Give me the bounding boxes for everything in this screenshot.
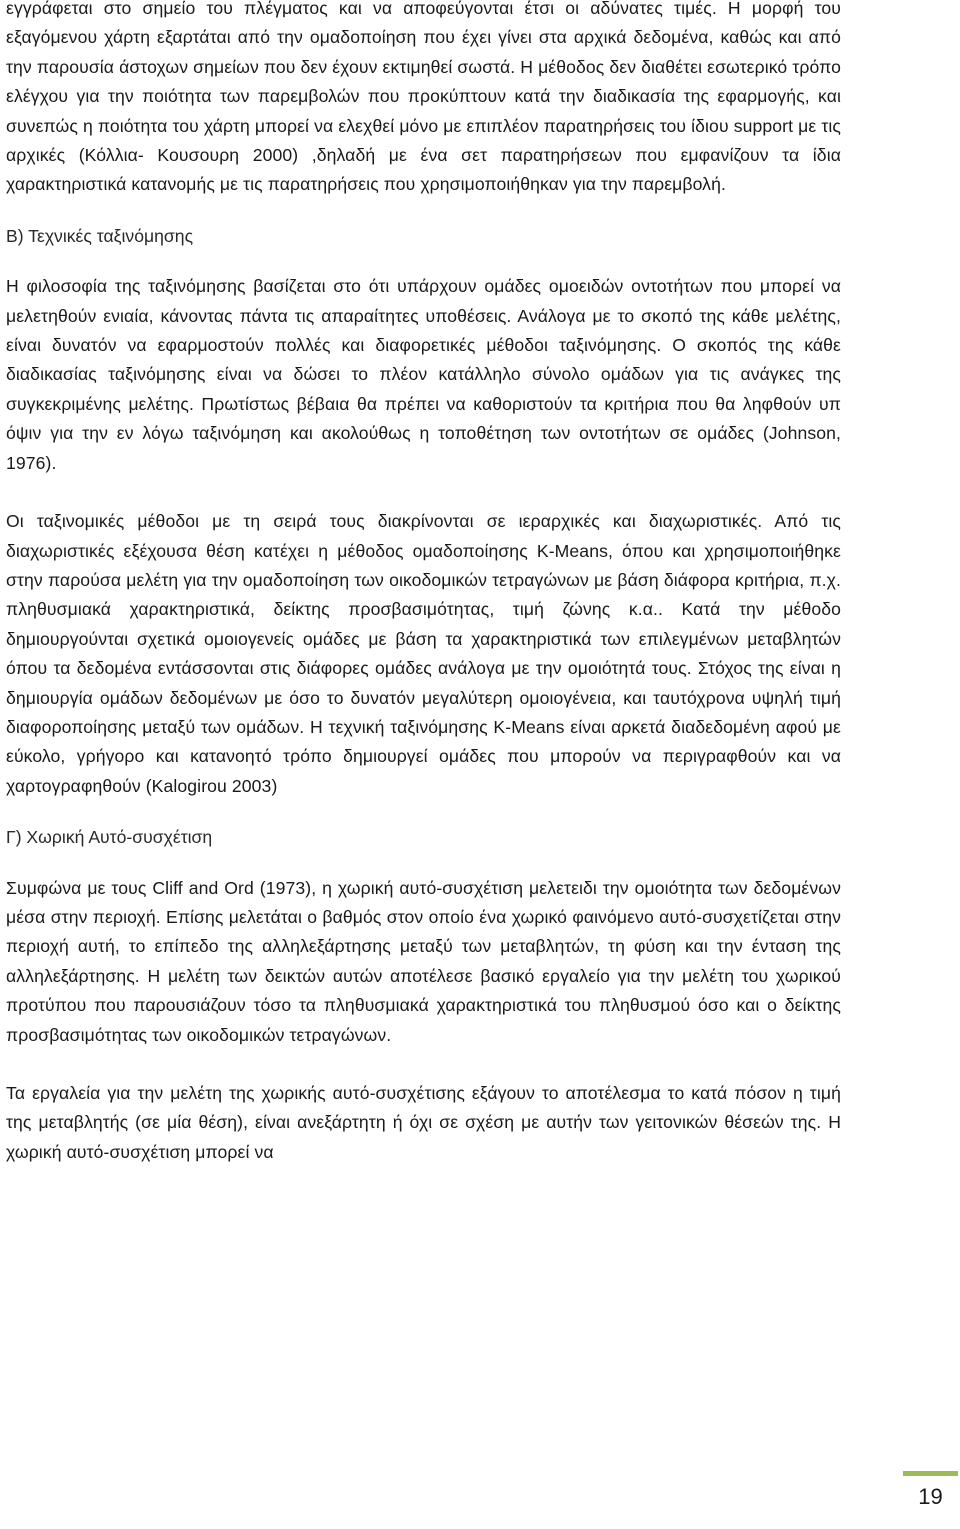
- page-number: 19: [918, 1484, 943, 1509]
- document-page: [6, 0, 841, 1167]
- paragraph-interpolation: εγγράφεται στο σημείο του πλέγματος και να αποφεύγονται έτσι οι αδύνατες τιμές. Η μορφή του εξαγόμενου χάρτη εξαρτάται από την ομαδοποίηση που έχει γίνει στα αρχικά δεδομένα, καθώς και από την παρουσία άστοχων σημείων που δεν έχουν εκτιμηθεί σωστά. Η μέθοδος δεν διαθέτει εσωτερικό τρόπο ελέγχου για την ποιότητα των παρεμβολών που προκύπτουν κατά την διαδικασία της εφαρμογής, και συνεπώς η ποιότητα του χάρτη μπορεί να ελεχθεί μόνο με επιπλέον παρατηρήσεις του ίδιου support με τις αρχικές (Κόλλια- Κουσουρη 2000) ,δηλαδή με ένα σετ παρατηρήσεων που εμφανίζουν τα ίδια χαρακτηριστικά κατανομής με τις παρατηρήσεις που χρησιμοποιήθηκαν για την παρεμβολή.: [6, 0, 841, 195]
- paragraph-kmeans: Οι ταξινομικές μέθοδοι με τη σειρά τους διακρίνονται σε ιεραρχικές και διαχωριστικές. Από τις διαχωριστικές εξέχουσα θέση κατέχει η μέθοδος ομαδοποίησης K-Means, όπου και χρησιμοποιήθηκε στην παρούσα μελέτη για την ομαδοποίηση των οικοδομικών τετραγώνων με βάση διάφορα κριτήρια, π.χ. πληθυσμιακά χαρακτηριστικά, δείκτης προσβασιμότητας, τιμή ζώνης κ.α.. Κατά την μέθοδο δημιουργούνται σχετικά ομοιογενείς ομάδες με βάση τα χαρακτηριστικά των επιλεγμένων μεταβλητών όπου τα δεδομένα εντάσσονται στις διάφορες ομάδες ανάλογα με την ομοιότητά τους. Στόχος της είναι η δημιουργία ομάδων δεδομένων με όσο το δυνατόν μεγαλύτερη ομοιογένεια, και ταυτόχρονα υψηλή τιμή διαφοροποίησης μεταξύ των ομάδων. Η τεχνική ταξινόμησης K-Means είναι αρκετά διαδεδομένη αφού με εύκολο, γρήγορο και κατανοητό τρόπο δημιουργεί ομάδες που μπορούν να περιγραφθούν και να χαρτογραφηθούν (Kalogirou 2003): [6, 511, 841, 796]
- paragraph-cliff-ord: Συμφώνα με τους Cliff and Ord (1973), η χωρική αυτό-συσχέτιση μελετειδι την ομοιότητα των δεδομένων μέσα στην περιοχή. Επίσης μελετάται ο βαθμός στον οποίο ένα χωρικό φαινόμενο αυτό-συσχετίζεται στην περιοχή αυτή, το επίπεδο της αλληλεξάρτησης μεταξύ των μεταβλητών, τη φύση και την ένταση της αλληλεξάρτησης. Η μελέτη των δεικτών αυτών αποτέλεσε βασικό εργαλείο για την μελέτη του χωρικού προτύπου που παρουσιάζουν τόσο τα πληθυσμιακά χαρακτηριστικά του πληθυσμού όσο και ο δείκτης προσβασιμότητας των οικοδομικών τετραγώνων.: [6, 877, 841, 1045]
- page-number-box: [903, 1471, 958, 1523]
- section-heading-spatial-autocorrelation: Γ) Χωρική Αυτό-συσχέτιση: [6, 827, 213, 848]
- paragraph-classification-philosophy: Η φιλοσοφία της ταξινόμησης βασίζεται στο ότι υπάρχουν ομάδες ομοειδών οντοτήτων που μπορεί να μελετηθούν ενιαία, κάνοντας πάντα τις απαραίτητες υποθέσεις. Ανάλογα με το σκοπό της κάθε μελέτης, είναι δυνατόν να εφαρμοστούν πολλές και διαφορετικές μέθοδοι ταξινόμησης. Ο σκοπός της κάθε διαδικασίας ταξινόμησης είναι να δώσει το πλέον κατάλληλο σύνολο ομάδων για τις ανάγκες της συγκεκριμένης μελέτης. Πρωτίστως βέβαια θα πρέπει να καθοριστούν τα κριτήρια που θα ληφθούν υπ όψιν για την εν λόγω ταξινόμηση και ακολούθως η τοποθέτηση των οντοτήτων σε ομάδες (Johnson, 1976).: [6, 276, 841, 473]
- paragraph-autocorrelation-tools: Τα εργαλεία για την μελέτη της χωρικής αυτό-συσχέτισης εξάγουν το αποτέλεσμα το κατά πόσον η τιμή της μεταβλητής (σε μία θέση), είναι ανεξάρτητη ή όχι σε σχέση με αυτήν των γειτονικών θέσεών της. Η χωρική αυτό-συσχέτιση μπορεί να: [6, 1083, 841, 1162]
- section-heading-classification: Β) Τεχνικές ταξινόμησης: [6, 225, 194, 246]
